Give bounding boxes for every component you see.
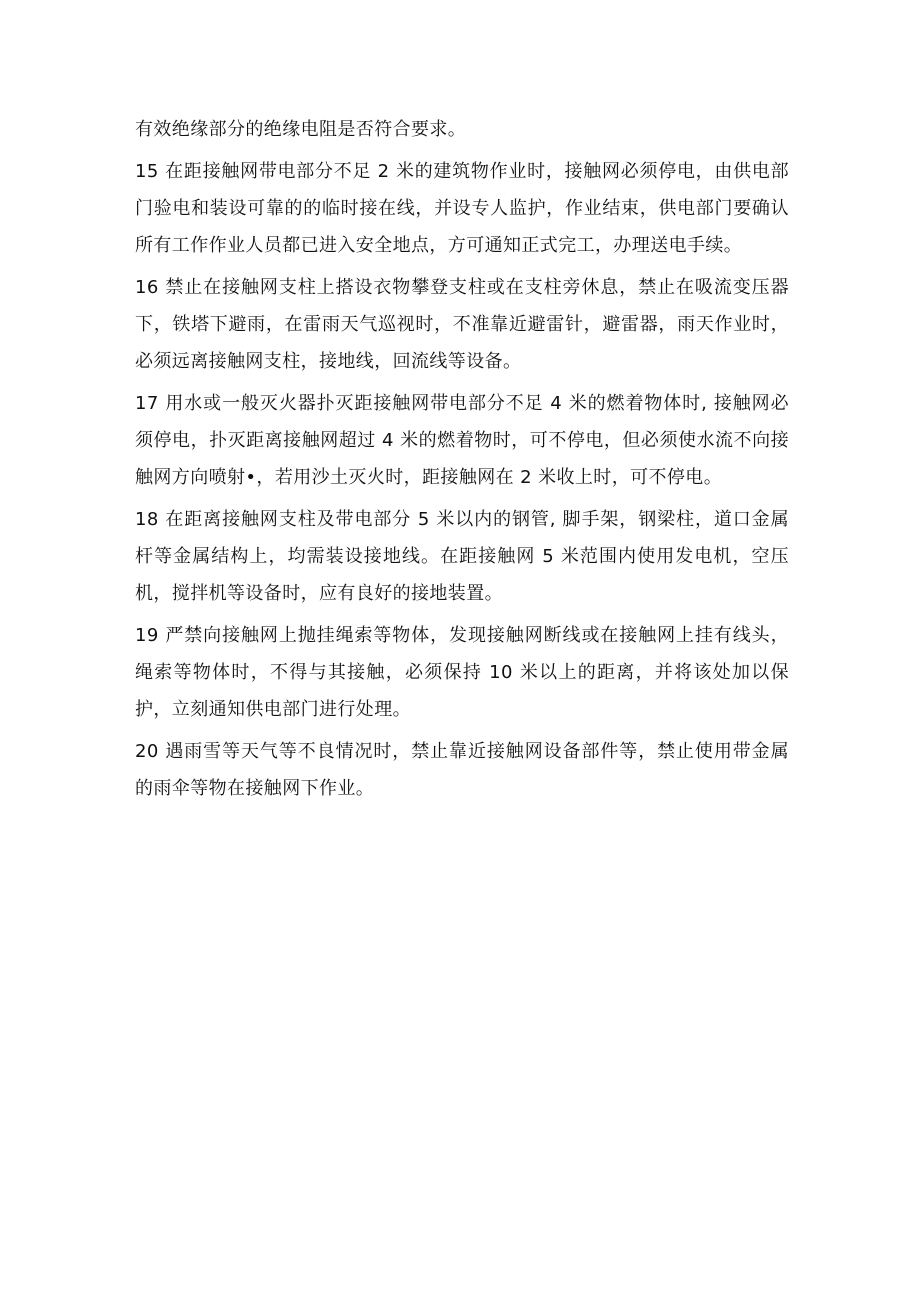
paragraph-item-16: 16 禁止在接触网支柱上搭设衣物攀登支柱或在支柱旁休息，禁止在吸流变压器下，铁塔下避雨，在雷雨天气巡视时，不准靠近避雷针，避雷器，雨天作业时，必须远离接触网支柱，接地线，回流线等设备。: [135, 277, 789, 372]
paragraph-item-20: 20 遇雨雪等天气等不良情况时，禁止靠近接触网设备部件等，禁止使用带金属的雨伞等物在接触网下作业。: [135, 741, 789, 799]
paragraph-item-18: 18 在距离接触网支柱及带电部分 5 米以内的钢管, 脚手架，钢梁柱，道口金属杆等金属结构上，均需装设接地线。在距接触网 5 米范围内使用发电机，空压机，搅拌机等设备时，应有良好的接地装置。: [135, 509, 789, 604]
paragraph-item-17: 17 用水或一般灭火器扑灭距接触网带电部分不足 4 米的燃着物体时, 接触网必须停电，扑灭距离接触网超过 4 米的燃着物时，可不停电，但必须使水流不向接触网方向喷射•，若用沙土灭火时，距接触网在 2 米收上时，可不停电。: [135, 393, 789, 488]
paragraph-item-19: 19 严禁向接触网上抛挂绳索等物体，发现接触网断线或在接触网上挂有线头，绳索等物体时，不得与其接触，必须保持 10 米以上的距离，并将该处加以保护，立刻通知供电部门进行处理。: [135, 625, 789, 720]
paragraph-continuation: 有效绝缘部分的绝缘电阻是否符合要求。: [135, 119, 467, 140]
paragraph-item-15: 15 在距接触网带电部分不足 2 米的建筑物作业时，接触网必须停电，由供电部门验电和装设可靠的的临时接在线，并设专人监护，作业结束，供电部门要确认所有工作作业人员都已进入安全地点，方可通知正式完工，办理送电手续。: [135, 161, 789, 256]
document-body: [135, 111, 789, 812]
